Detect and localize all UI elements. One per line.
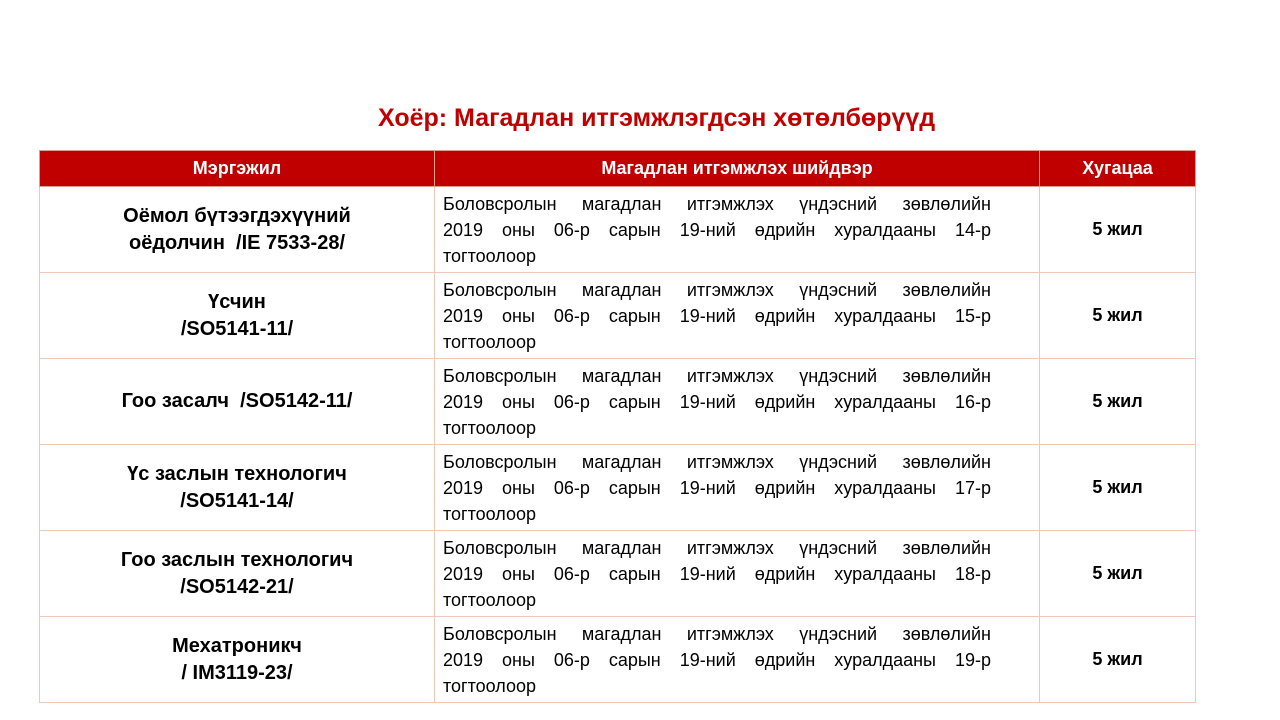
decision-cell <box>435 359 1040 445</box>
table-row <box>40 531 1196 617</box>
profession-name: Үсчин <box>208 290 266 313</box>
table-row <box>40 359 1196 445</box>
profession-name: Үс заслын технологич <box>127 462 347 485</box>
decision-line: 2019 оны 06-р сарын 19-ний өдрийн хуралдааны 18-р <box>443 563 991 584</box>
decision-line: тогтоолоор <box>443 589 537 610</box>
decision-cell <box>435 445 1040 531</box>
accredited-programs-table <box>39 150 1196 703</box>
decision-line: 2019 оны 06-р сарын 19-ний өдрийн хуралдааны 16-р <box>443 391 991 412</box>
decision-line: 2019 оны 06-р сарын 19-ний өдрийн хуралдааны 19-р <box>443 649 991 670</box>
decision-line: 2019 оны 06-р сарын 19-ний өдрийн хуралдааны 14-р <box>443 219 991 240</box>
decision-line: Боловсролын магадлан итгэмжлэх үндэсний зөвлөлийн <box>443 537 991 558</box>
term-cell: 5 жил <box>1040 359 1196 445</box>
decision-line: Боловсролын магадлан итгэмжлэх үндэсний зөвлөлийн <box>443 365 991 386</box>
table-row <box>40 617 1196 703</box>
profession-cell <box>40 187 435 273</box>
decision-cell <box>435 273 1040 359</box>
decision-line: Боловсролын магадлан итгэмжлэх үндэсний зөвлөлийн <box>443 279 991 300</box>
header-decision: Магадлан итгэмжлэх шийдвэр <box>435 151 1040 187</box>
profession-code: оёдолчин /IE 7533-28/ <box>128 231 346 254</box>
profession-code: /SO5141-11/ <box>180 317 294 340</box>
decision-line: тогтоолоор <box>443 417 537 438</box>
decision-line: 2019 оны 06-р сарын 19-ний өдрийн хуралдааны 15-р <box>443 305 991 326</box>
term-cell: 5 жил <box>1040 187 1196 273</box>
decision-line: тогтоолоор <box>443 245 537 266</box>
decision-cell <box>435 617 1040 703</box>
slide-title: Хоёр: Магадлан итгэмжлэгдсэн хөтөлбөрүүд <box>378 104 936 132</box>
decision-line: 2019 оны 06-р сарын 19-ний өдрийн хуралдааны 17-р <box>443 477 991 498</box>
profession-name: Гоо заслын технологич <box>120 548 354 571</box>
term-cell: 5 жил <box>1040 531 1196 617</box>
decision-line: Боловсролын магадлан итгэмжлэх үндэсний зөвлөлийн <box>443 623 991 644</box>
decision-line: тогтоолоор <box>443 675 537 696</box>
header-profession: Мэргэжил <box>40 151 435 187</box>
table-row <box>40 187 1196 273</box>
table-header-row <box>40 151 1196 187</box>
decision-line: Боловсролын магадлан итгэмжлэх үндэсний зөвлөлийн <box>443 451 991 472</box>
table-row <box>40 445 1196 531</box>
profession-cell <box>40 359 435 445</box>
decision-line: тогтоолоор <box>443 503 537 524</box>
decision-cell <box>435 187 1040 273</box>
term-cell: 5 жил <box>1040 617 1196 703</box>
profession-code: / IM3119-23/ <box>181 661 293 684</box>
decision-line: тогтоолоор <box>443 331 537 352</box>
profession-name: Оёмол бүтээгдэхүүний <box>123 204 351 227</box>
profession-cell <box>40 617 435 703</box>
header-term: Хугацаа <box>1040 151 1196 187</box>
table-row <box>40 273 1196 359</box>
profession-name: Мехатроникч <box>172 634 302 657</box>
profession-name: Гоо засалч /SO5142-11/ <box>121 390 353 412</box>
profession-cell <box>40 445 435 531</box>
decision-cell <box>435 531 1040 617</box>
profession-code: /SO5141-14/ <box>180 489 294 512</box>
profession-cell <box>40 273 435 359</box>
term-cell: 5 жил <box>1040 445 1196 531</box>
decision-line: Боловсролын магадлан итгэмжлэх үндэсний зөвлөлийн <box>443 193 991 214</box>
term-cell: 5 жил <box>1040 273 1196 359</box>
profession-code: /SO5142-21/ <box>180 575 294 598</box>
profession-cell <box>40 531 435 617</box>
